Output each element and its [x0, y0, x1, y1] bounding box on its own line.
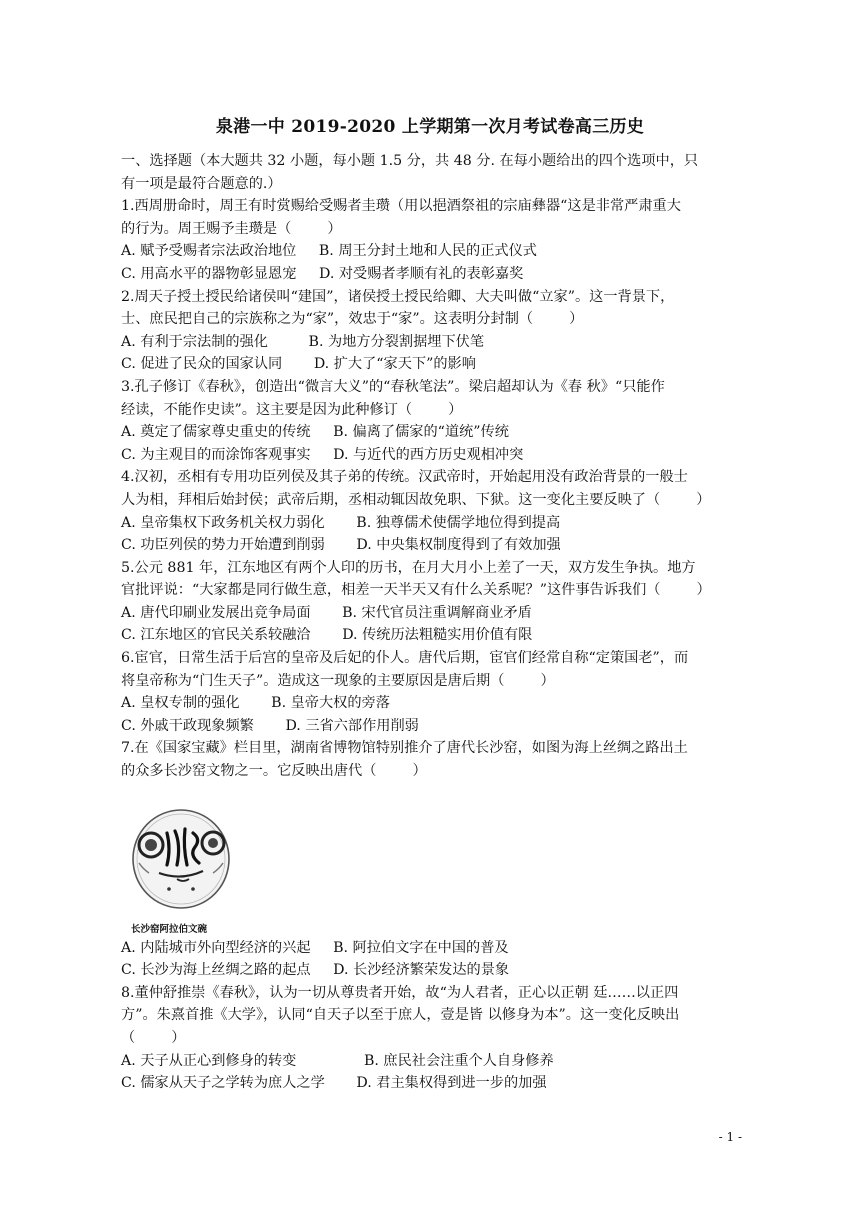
option-line: A. 天子从正心到修身的转变 B. 庶民社会注重个人自身修养	[121, 1052, 554, 1069]
text-line: 5.公元 881 年，江东地区有两个人印的历书，在月大月小上差了一天，双方发生争执。地方	[121, 559, 696, 576]
option-line: A. 赋予受赐者宗法政治地位 B. 周王分封土地和人民的正式仪式	[121, 243, 537, 260]
text-line: 经读，不能作史读”。这主要是因为此种修订（ ）	[121, 401, 463, 418]
option-line: C. 用高水平的器物彰显恩宠 D. 对受赐者孝顺有礼的表彰嘉奖	[121, 265, 524, 282]
text-line: 的众多长沙窑文物之一。它反映出唐代（ ）	[121, 763, 427, 780]
option-line: A. 内陆城市外向型经济的兴起 B. 阿拉伯文字在中国的普及	[121, 939, 509, 956]
option-line: A. 唐代印刷业发展出竞争局面 B. 宋代官员注重调解商业矛盾	[121, 604, 532, 621]
changsha-bowl-figure	[129, 803, 233, 935]
option-line: A. 皇帝集权下政务机关权力弱化 B. 独尊儒术使儒学地位得到提高	[121, 514, 561, 531]
exam-content	[121, 150, 741, 1095]
text-line: （ ）	[121, 1030, 186, 1046]
text-line: 1.西周册命时，周王有时赏赐给受赐者圭瓒（用以挹酒祭祖的宗庙彝器“这是非常严肃重大	[121, 198, 681, 215]
text-line: 2.周天子授土授民给诸侯叫“建国”，诸侯授土授民给卿、大夫叫做“立家”。这一背景下，	[121, 288, 675, 305]
option-line: C. 长沙为海上丝绸之路的起点 D. 长沙经济繁荣发达的景象	[121, 962, 510, 979]
figure-caption: 长沙窑阿拉伯文碗	[131, 923, 208, 935]
option-line: C. 儒家从天子之学转为庶人之学 D. 君主集权得到进一步的加强	[121, 1075, 547, 1092]
text-line: 方”。朱熹首推《大学》，认同“自天子以至于庶人，壹是皆 以修身为本”。这一变化反映出	[121, 1007, 680, 1024]
text-line: 6.宦官，日常生活于后宫的皇帝及后妃的仆人。唐代后期，宦官们经常自称“定策国老”，而	[121, 650, 689, 667]
text-line: 官批评说：“大家都是同行做生意，相差一天半天又有什么关系呢？”这件事告诉我们（ ）	[121, 582, 711, 599]
text-line: 人为相，拜相后始封侯；武帝后期，丞相动辄因故免职、下狱。这一变化主要反映了（ ）	[121, 491, 711, 508]
text-line: 的行为。周王赐予圭瓒是（ ）	[121, 220, 342, 237]
text-line: 3.孔子修订《春秋》，创造出“微言大义”的“春秋笔法”。梁启超却认为《春 秋》“只能作	[121, 378, 665, 395]
text-line: 4.汉初，丞相有专用功臣列侯及其子弟的传统。汉武帝时，开始起用没有政治背景的一般士	[121, 469, 688, 486]
text-line: 一、选择题（本大题共 32 小题，每小题 1.5 分，共 48 分. 在每小题给出的四个选项中，只	[121, 153, 699, 169]
arabic-bowl-image	[129, 803, 233, 915]
option-line: C. 外戚干政现象频繁 D. 三省六部作用削弱	[121, 717, 419, 734]
option-line: A. 皇权专制的强化 B. 皇帝大权的旁落	[121, 695, 390, 712]
option-line: C. 功臣列侯的势力开始遭到削弱 D. 中央集权制度得到了有效加强	[121, 537, 561, 554]
text-line: 8.董仲舒推崇《春秋》，认为一切从尊贵者开始，故“为人君者，正心以正朝 廷……以正四	[121, 984, 679, 1001]
option-line: C. 江东地区的官民关系较融洽 D. 传统历法粗糙实用价值有限	[121, 627, 533, 644]
text-line: 7.在《国家宝藏》栏目里，湖南省博物馆特别推介了唐代长沙窑，如图为海上丝绸之路出土	[121, 740, 688, 757]
option-line: C. 为主观目的而涂饰客观事实 D. 与近代的西方历史观相冲突	[121, 446, 524, 463]
option-line: A. 有利于宗法制的强化 B. 为地方分裂割据埋下伏笔	[121, 333, 485, 350]
exam-title: 泉港一中 2019-2020 上学期第一次月考试卷高三历史	[215, 117, 645, 137]
option-line: A. 奠定了儒家尊史重史的传统 B. 偏离了儒家的“道统”传统	[121, 424, 509, 441]
text-line: 有一项是最符合题意的.）	[121, 175, 282, 192]
text-line: 士、庶民把自己的宗族称之为“家”，效忠于“家”。这表明分封制（ ）	[121, 311, 584, 328]
text-line: 将皇帝称为“门生天子”。造成这一现象的主要原因是唐后期（ ）	[121, 672, 555, 689]
page-number: - 1 -	[718, 1130, 742, 1144]
option-line: C. 促进了民众的国家认同 D. 扩大了“家天下”的影响	[121, 356, 476, 373]
